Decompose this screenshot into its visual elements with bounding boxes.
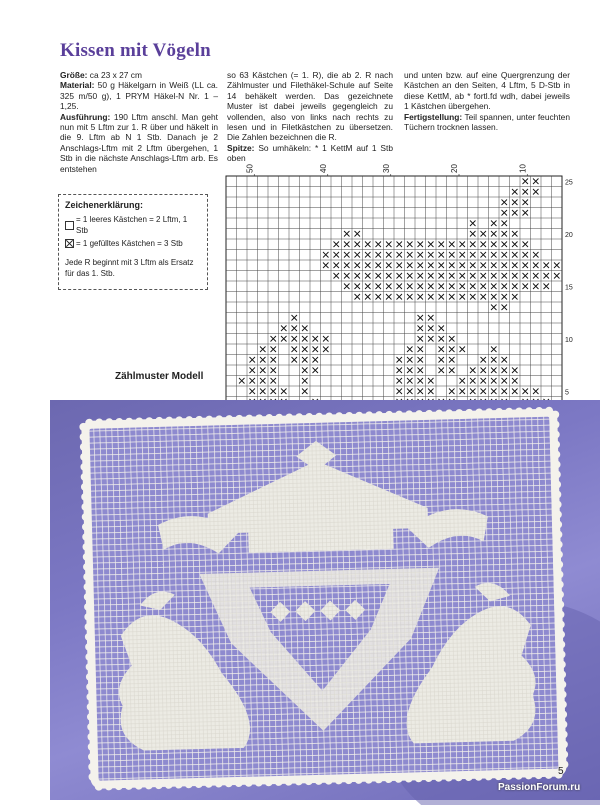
ausfuehrung-label: Ausführung: [60,111,111,122]
lace-pillow-image [50,400,600,800]
material-label: Material: [60,80,95,91]
filet-chart-svg [224,160,573,397]
edging-text: und unten bzw. auf eine Quergrenzung der Kästchen an den Seiten, 4 Lftm, 5 D-Stb in diese KettM, ab * fortl.fd wdh, dabei jeweils 1 Kästchen übergehen. [404,70,570,112]
legend-heading: Zeichenerklärung: [65,200,144,210]
legend-note: Jede R beginnt mit 3 Lftm als Ersatz für das 1. Stb. [65,258,194,278]
legend-row-empty [65,214,201,236]
fertig-label: Fertigstellung: [404,111,463,122]
row-label: 15 [565,284,573,292]
filet-chart [224,160,573,397]
text-column-3 [404,70,570,132]
column-label: 30 [381,164,391,173]
empty-box-icon [65,221,74,230]
text-column-2 [227,70,393,164]
lace-doily [79,406,569,790]
text-column-1 [60,70,218,174]
chart-caption: Zählmuster Modell [115,371,204,382]
column-label: 40 [318,164,328,173]
row-label: 10 [565,337,573,344]
spitze-label: Spitze: [227,142,255,153]
spitze-text: So umhäkeln: * 1 KettM auf 1 Stb oben [227,142,393,164]
row-label: 25 [565,179,573,187]
instructions-text: so 63 Kästchen (= 1. R), die ab 2. R nach Zählmuster und Filethäkel-Schule auf Seite 14 behäkelt werden. Das gezeichnete Muster ist dabei jeweils gegengleich zu vollenden, also von links nach rechts zu lesen und in Filetkästchen zu übersetzen. Die Zahlen bezeichnen die R. [227,70,393,143]
row-label: 20 [565,232,573,239]
site-watermark: PassionForum.ru [498,782,581,793]
page-number: 5 [558,766,564,777]
column-label: 20 [450,164,459,173]
filled-box-icon [65,239,74,248]
ausfuehrung-text: 190 Lftm anschl. Man geht nun mit 5 Lftm zur 1. R über und häkelt in die 9. Lftm ab N 1 Stb. Danach je 2 Anschlags-Lftm mit 2 Lftm übergehen, 1 Stb in die nächste Anschlags-Lftm arb. Es entstehen [60,111,218,174]
groesse-text: ca 23 x 27 cm [89,70,142,80]
symbol-legend [58,194,208,290]
row-label: 5 [565,389,569,397]
material-text: 50 g Häkelgarn in Weiß (LL ca. 325 m/50 g), 1 PRYM Häkel-N Nr. 1 – 1,25. [60,80,218,112]
pillow-photo [50,400,600,800]
column-label: 10 [518,164,528,173]
legend-empty-text: = 1 leeres Kästchen = 2 Lftm, 1 Stb [76,215,188,235]
legend-row-filled [65,238,201,249]
groesse-label: Größe: [60,70,88,80]
fertig-text: Teil spannen, unter feuchten Tüchern trocknen lassen. [404,111,570,133]
legend-filled-text: = 1 gefülltes Kästchen = 3 Stb [76,239,183,248]
page-title: Kissen mit Vögeln [60,40,211,61]
column-label: 50 [245,164,255,173]
